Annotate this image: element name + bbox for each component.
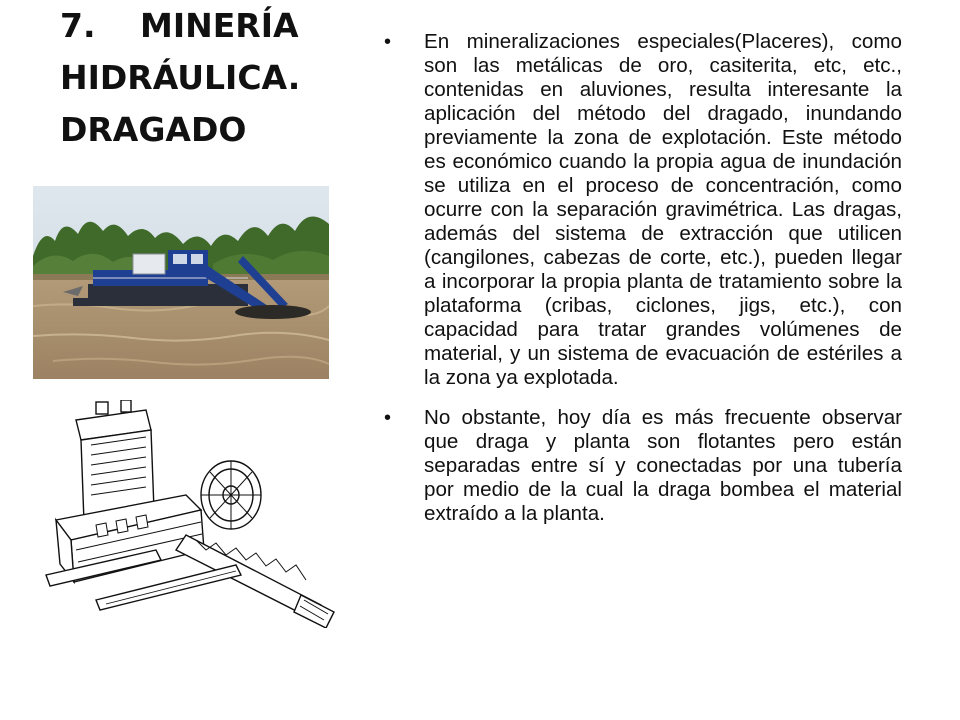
bullet-text: No obstante, hoy día es más frecuente observar que draga y planta son flotantes pero están separadas entre sí y conectadas por una tubería por medio de la cual la draga bombea el material extraído a la planta. <box>424 406 902 525</box>
bullet-list <box>382 30 902 526</box>
dredge-photo <box>33 186 329 379</box>
title-number: 7. <box>60 6 96 45</box>
bullet-item <box>382 406 902 526</box>
bullet-dot-icon: • <box>384 31 392 53</box>
title-line-1 <box>60 0 380 52</box>
bullet-text: En mineralizaciones especiales(Placeres), como son las metálicas de oro, casiterita, etc, etc., contenidas en aluviones, resulta interesante la aplicación del método del dragado, inundando previamente la zona de explotación. Este método es económico cuando la propia agua de inundación se utiliza en el proceso de concentración, como ocurre con la separación gravimétrica. Las dragas, además del sistema de extracción que utilicen (cangilones, cabezas de corte, etc.), pueden llegar a incorporar la propia planta de tratamiento sobre la plataforma (cribas, ciclones, jigs, etc.), con capacidad para tratar grandes volúmenes de material, y un sistema de evacuación de estériles a la zona ya explotada. <box>424 30 902 389</box>
title-line-3: DRAGADO <box>60 110 247 149</box>
bullet-item <box>382 30 902 390</box>
content-area <box>382 30 902 542</box>
bullet-dot-icon: • <box>384 407 392 429</box>
title-word-mineria: MINERÍA <box>140 6 299 45</box>
title-line-2: HIDRÁULICA. <box>60 58 301 97</box>
dredge-line-drawing <box>36 400 336 628</box>
slide-title <box>60 0 380 156</box>
